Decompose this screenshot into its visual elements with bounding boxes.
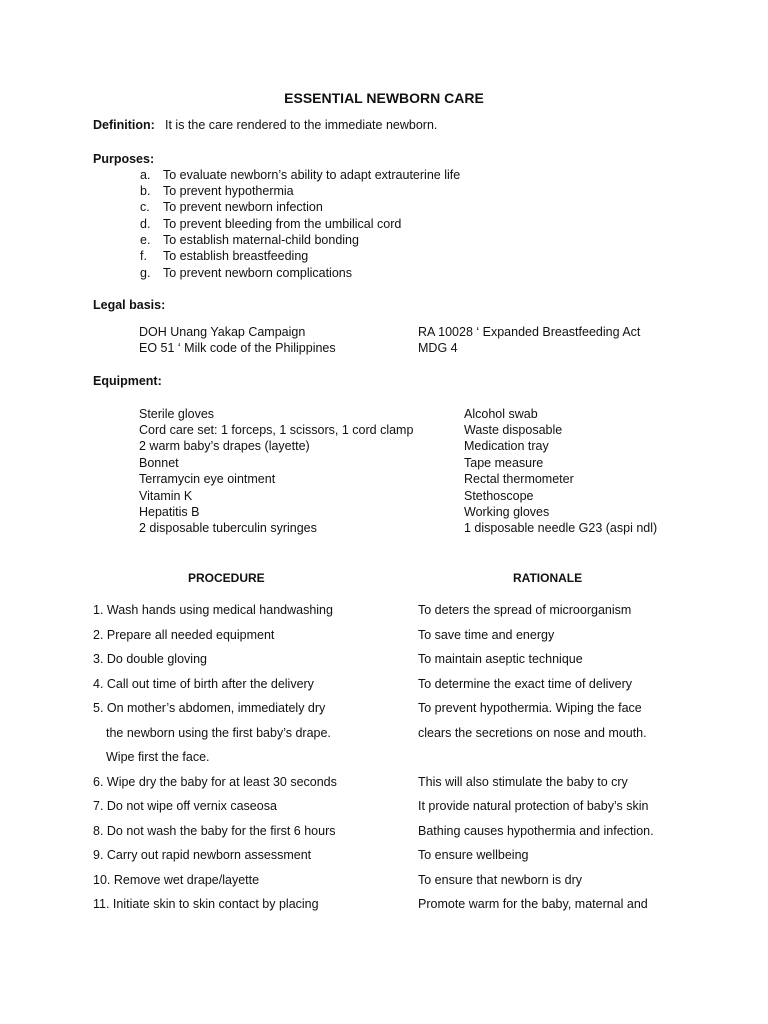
procedure-step: 8. Do not wash the baby for the first 6 hours [93,824,336,838]
equipment-item: Bonnet [139,456,179,470]
rationale-text: To determine the exact time of delivery [418,677,632,691]
purpose-item [140,217,401,231]
purpose-letter: f. [140,249,147,263]
rationale-text: To ensure that newborn is dry [418,873,582,887]
equipment-item: Waste disposable [464,423,563,437]
rationale-text: To maintain aseptic technique [418,652,583,666]
equipment-item: Tape measure [464,456,544,470]
purpose-letter: g. [140,266,151,280]
procedure-step: 11. Initiate skin to skin contact by placing [93,897,319,911]
equipment-item: Terramycin eye ointment [139,472,276,486]
legal-basis-label: Legal basis: [93,298,166,312]
purpose-text: To prevent newborn complications [163,266,352,280]
legal-basis-item: MDG 4 [418,341,458,355]
rationale-text: To save time and energy [418,628,555,642]
equipment-item: Sterile gloves [139,407,215,421]
equipment-item: Stethoscope [464,489,534,503]
rationale-text: It provide natural protection of baby’s skin [418,799,649,813]
purpose-text: To prevent newborn infection [163,200,323,214]
equipment-item: Cord care set: 1 forceps, 1 scissors, 1 cord clamp [139,423,414,437]
purposes-label: Purposes: [93,152,155,166]
purpose-item [140,184,294,198]
purpose-letter: d. [140,217,151,231]
equipment-item: 1 disposable needle G23 (aspi ndl) [464,521,658,535]
legal-basis-item: DOH Unang Yakap Campaign [139,325,306,339]
rationale-text: Promote warm for the baby, maternal and [418,897,648,911]
purpose-text: To establish breastfeeding [163,249,309,263]
rationale-text: To ensure wellbeing [418,848,529,862]
rationale-text-continued: clears the secretions on nose and mouth. [418,726,647,740]
purpose-letter: a. [140,168,151,182]
procedure-step: 4. Call out time of birth after the delivery [93,677,314,691]
rationale-text: This will also stimulate the baby to cry [418,775,628,789]
procedure-step: 5. On mother’s abdomen, immediately dry [93,701,326,715]
procedure-step: 1. Wash hands using medical handwashing [93,603,333,617]
legal-basis-item: EO 51 ‘ Milk code of the Philippines [139,341,336,355]
definition-label: Definition: [93,118,155,132]
procedure-header: PROCEDURE [188,571,265,585]
equipment-item: 2 warm baby’s drapes (layette) [139,439,310,453]
rationale-text: Bathing causes hypothermia and infection. [418,824,654,838]
legal-basis-item: RA 10028 ‘ Expanded Breastfeeding Act [418,325,641,339]
rationale-text: To prevent hypothermia. Wiping the face [418,701,642,715]
purpose-letter: c. [140,200,150,214]
equipment-item: Vitamin K [139,489,193,503]
purpose-item [140,233,359,247]
equipment-item: 2 disposable tuberculin syringes [139,521,317,535]
purpose-item [140,168,460,182]
purpose-letter: e. [140,233,151,247]
procedure-step: 2. Prepare all needed equipment [93,628,275,642]
equipment-item: Rectal thermometer [464,472,574,486]
equipment-item: Working gloves [464,505,550,519]
purpose-text: To prevent hypothermia [163,184,294,198]
procedure-step: 9. Carry out rapid newborn assessment [93,848,312,862]
procedure-step: 7. Do not wipe off vernix caseosa [93,799,277,813]
purpose-text: To establish maternal-child bonding [163,233,359,247]
purpose-item [140,200,323,214]
purpose-text: To evaluate newborn’s ability to adapt extrauterine life [163,168,461,182]
procedure-step-continued: the newborn using the first baby’s drape. [106,726,331,740]
procedure-step: 6. Wipe dry the baby for at least 30 seconds [93,775,337,789]
purpose-item [140,249,308,263]
purpose-letter: b. [140,184,151,198]
rationale-header: RATIONALE [513,571,583,585]
purpose-text: To prevent bleeding from the umbilical cord [163,217,402,231]
rationale-text: To deters the spread of microorganism [418,603,632,617]
purpose-item [140,266,352,280]
procedure-step-continued: Wipe first the face. [106,750,210,764]
procedure-step: 3. Do double gloving [93,652,207,666]
equipment-item: Hepatitis B [139,505,200,519]
procedure-step: 10. Remove wet drape/layette [93,873,260,887]
document-title: ESSENTIAL NEWBORN CARE [284,90,484,106]
definition-text: It is the care rendered to the immediate newborn. [165,118,438,132]
equipment-item: Alcohol swab [464,407,538,421]
equipment-label: Equipment: [93,374,162,388]
equipment-item: Medication tray [464,439,549,453]
